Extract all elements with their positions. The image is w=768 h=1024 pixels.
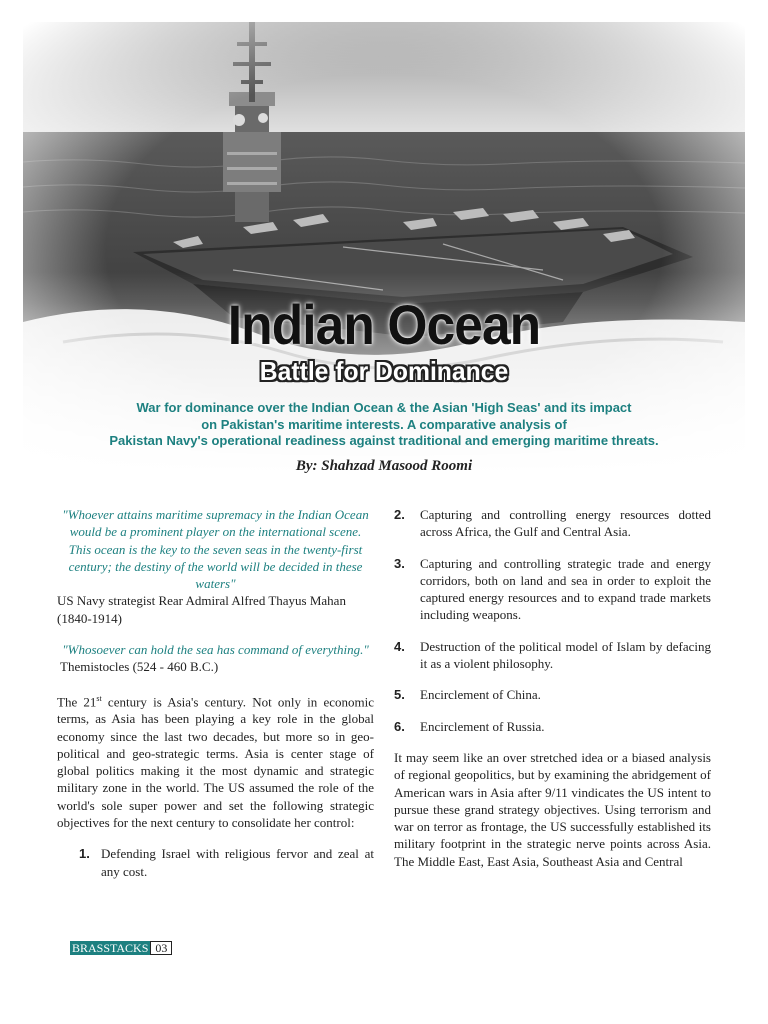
right-column xyxy=(394,506,711,870)
superscript: st xyxy=(96,693,102,703)
byline: By: Shahzad Masood Roomi xyxy=(295,458,473,474)
list-number: 6. xyxy=(394,718,405,734)
body-paragraph: The 21st century is Asia's century. Not only in economic terms, as Asia has been playing a key role in the global economy since the last two decades, but more so in geo-political and geo-strategic terms. Asia is center stage of global politics making it the most dynamic and strategic military zone in the world. The US assumed the role of the world's sole super power and set the following strategic objectives for the next century to consolidate her control: xyxy=(57,693,375,831)
article-subtitle: Battle for Dominance xyxy=(259,356,509,386)
list-item xyxy=(57,845,374,880)
list-item xyxy=(394,718,711,735)
list-number: 1. xyxy=(79,846,90,862)
body-paragraph: It may seem like an over stretched idea or a biased analysis of regional geopolitics, but by examining the abridgement of American wars in Asia after 9/11 vindicates the US intent to pursue these grand strategy objectives. Using terrorism and war on terror as frontage, the US successfully established its military footprint in the strategic nerve points across Asia. The Middle East, East Asia, Southeast Asia and Central xyxy=(394,749,711,869)
list-text: Defending Israel with religious fervor and zeal at any cost. xyxy=(101,846,374,879)
list-number: 3. xyxy=(394,555,405,571)
list-number: 2. xyxy=(394,507,405,522)
epigraph-quote: "Whosoever can hold the sea has command of everything." xyxy=(62,642,369,658)
list-item xyxy=(394,555,711,624)
dek-line: Pakistan Navy's operational readiness against traditional and emerging maritime threats. xyxy=(109,433,659,448)
article-dek xyxy=(30,400,738,450)
article-title: Indian Ocean xyxy=(227,293,541,356)
epigraph-attribution: US Navy strategist Rear Admiral Alfred Thayus Mahan (1840-1914) xyxy=(57,593,346,626)
epigraph-quote: "Whoever attains maritime supremacy in the Indian Ocean would be a prominent player on the international scene. This ocean is the key to the seven seas in the twenty-first century; the destiny of the world will be decided in these waters" xyxy=(62,507,369,592)
dek-line: on Pakistan's maritime interests. A comparative analysis of xyxy=(201,416,567,432)
list-text: Capturing and controlling energy resources dotted across Africa, the Gulf and Central Asia. xyxy=(420,507,711,540)
dek-line: War for dominance over the Indian Ocean & the Asian 'High Seas' and its impact xyxy=(136,400,632,415)
list-text: Encirclement of Russia. xyxy=(420,718,545,734)
list-item xyxy=(394,686,711,703)
list-number: 4. xyxy=(394,638,405,654)
list-text: Capturing and controlling strategic trade and energy corridors, both on land and sea in order to exploit the captured energy resources and to expand trade markets including weapons. xyxy=(420,555,711,623)
page-footer xyxy=(70,941,172,955)
page-number: 03 xyxy=(150,941,172,955)
list-number: 5. xyxy=(394,687,405,703)
list-item xyxy=(394,638,711,673)
objectives-list xyxy=(394,506,711,735)
epigraph-attribution: Themistocles (524 - 460 B.C.) xyxy=(60,659,219,675)
left-column xyxy=(57,506,374,894)
list-item xyxy=(394,506,711,541)
list-text: Encirclement of China. xyxy=(420,687,541,703)
magazine-name: BRASSTACKS xyxy=(72,941,149,955)
objectives-list xyxy=(57,845,374,880)
list-text: Destruction of the political model of Islam by defacing it as a violent philosophy. xyxy=(420,638,711,672)
